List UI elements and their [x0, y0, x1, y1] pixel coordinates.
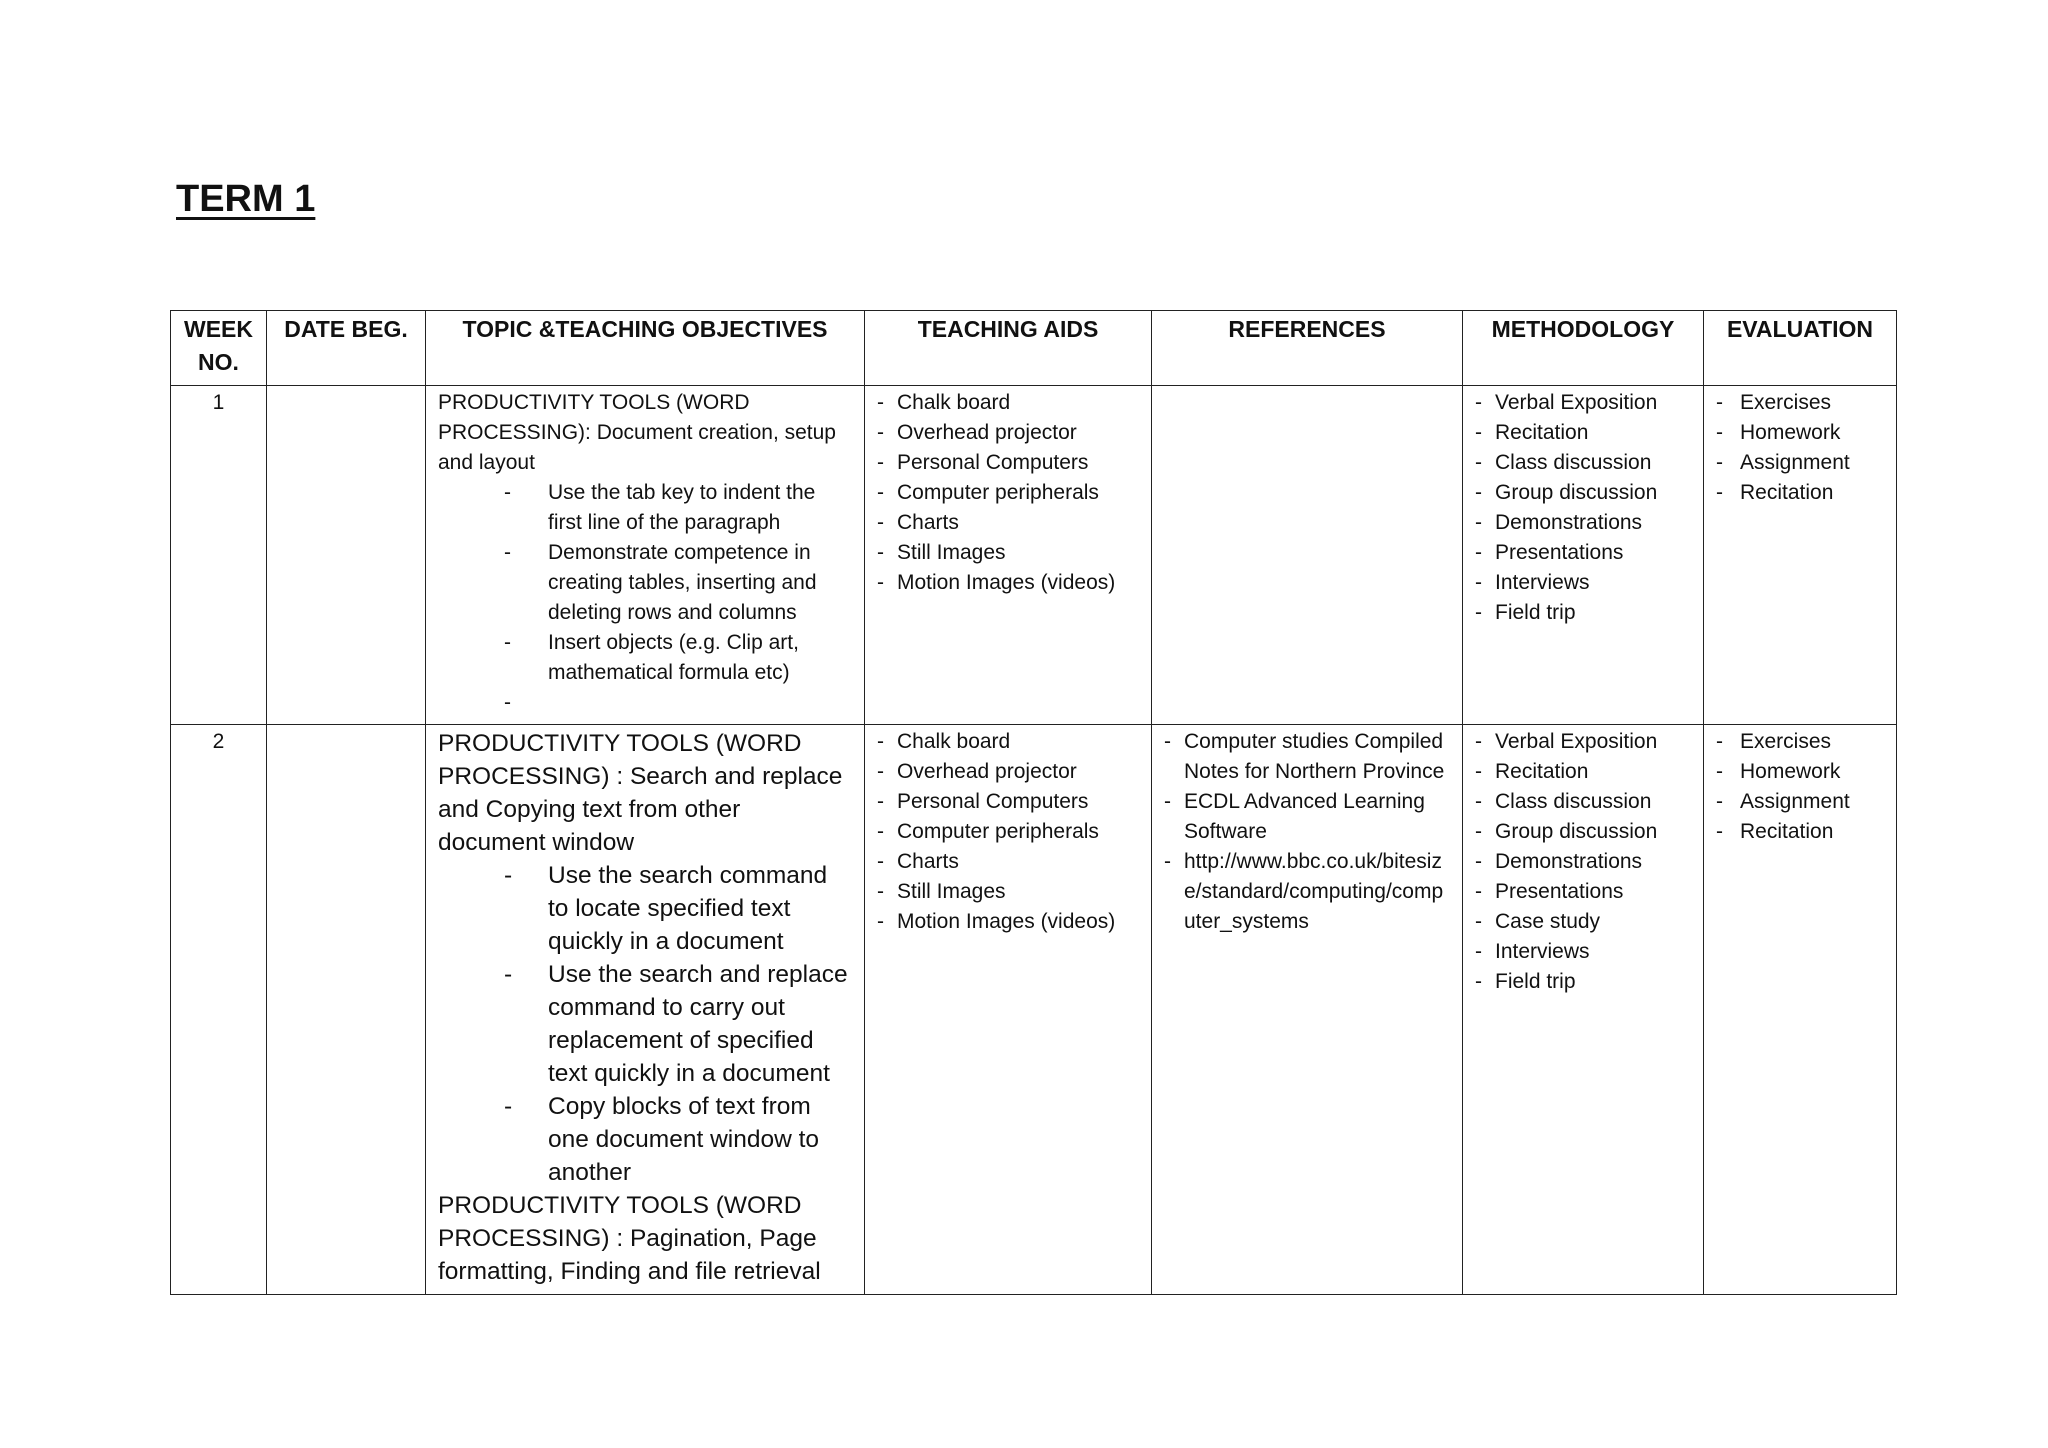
list-item: - Recitation [1716, 817, 1884, 847]
list-item: - Assignment [1716, 448, 1884, 478]
references-cell [1152, 386, 1463, 725]
objective-item: - Use the search and replace command to carry out replacement of specified text quickly in a document [548, 958, 852, 1090]
week-cell: 2 [171, 725, 267, 1295]
list-item: - Group discussion [1475, 817, 1691, 847]
list-item: - Chalk board [877, 388, 1139, 418]
list-item: - Exercises [1716, 388, 1884, 418]
list-item: - Verbal Exposition [1475, 388, 1691, 418]
list-item: - Overhead projector [877, 757, 1139, 787]
list-item: - Case study [1475, 907, 1691, 937]
topic-heading: PRODUCTIVITY TOOLS (WORD PROCESSING) : Search and replace and Copying text from other document window [438, 730, 843, 856]
list-item: - Still Images [877, 538, 1139, 568]
aids-list [877, 388, 1139, 598]
table-row [171, 386, 1897, 725]
col-header-date: DATE BEG. [267, 311, 426, 386]
list-item: - Still Images [877, 877, 1139, 907]
aids-list [877, 727, 1139, 937]
objective-item: - Demonstrate competence in creating tables, inserting and deleting rows and columns [548, 538, 852, 628]
topic-heading: PRODUCTIVITY TOOLS (WORD PROCESSING): Document creation, setup and layout [438, 391, 836, 474]
list-item: - Field trip [1475, 967, 1691, 997]
list-item: - Recitation [1475, 418, 1691, 448]
evaluation-cell [1704, 725, 1897, 1295]
list-item: - Motion Images (videos) [877, 907, 1139, 937]
topic-cell [426, 386, 865, 725]
references-list [1164, 727, 1450, 937]
list-item: - Presentations [1475, 538, 1691, 568]
list-item: - Computer studies Compiled Notes for Northern Province [1164, 727, 1450, 787]
list-item: - Chalk board [877, 727, 1139, 757]
list-item: - Demonstrations [1475, 508, 1691, 538]
list-item: - Interviews [1475, 568, 1691, 598]
evaluation-list [1716, 388, 1884, 508]
list-item: - Field trip [1475, 598, 1691, 628]
list-item: - ECDL Advanced Learning Software [1164, 787, 1450, 847]
list-item: - Charts [877, 847, 1139, 877]
col-header-methodology: METHODOLOGY [1463, 311, 1704, 386]
page-title: TERM 1 [176, 178, 316, 220]
objective-item: - Use the search command to locate specified text quickly in a document [548, 859, 852, 958]
list-item: - Computer peripherals [877, 478, 1139, 508]
list-item: - Recitation [1716, 478, 1884, 508]
list-item: - Assignment [1716, 787, 1884, 817]
objectives-list [438, 478, 852, 718]
objectives-list [438, 859, 852, 1189]
header-row [171, 311, 1897, 386]
list-item: - Demonstrations [1475, 847, 1691, 877]
reference-link[interactable]: - http://www.bbc.co.uk/bitesize/standard/computing/computer_systems [1164, 847, 1450, 937]
list-item: - Interviews [1475, 937, 1691, 967]
aids-cell [865, 386, 1152, 725]
col-header-references: REFERENCES [1152, 311, 1463, 386]
col-header-evaluation: EVALUATION [1704, 311, 1897, 386]
list-item: - Personal Computers [877, 448, 1139, 478]
methodology-list [1475, 727, 1691, 997]
scheme-of-work-table [170, 310, 1897, 1295]
list-item: - Personal Computers [877, 787, 1139, 817]
list-item: - Presentations [1475, 877, 1691, 907]
evaluation-cell [1704, 386, 1897, 725]
objective-item: - Use the tab key to indent the first line of the paragraph [548, 478, 852, 538]
list-item: - Recitation [1475, 757, 1691, 787]
objective-item: - Insert objects (e.g. Clip art, mathematical formula etc) [548, 628, 852, 688]
objective-item [548, 688, 852, 718]
list-item: - Motion Images (videos) [877, 568, 1139, 598]
methodology-cell [1463, 386, 1704, 725]
date-cell [267, 725, 426, 1295]
list-item: - Overhead projector [877, 418, 1139, 448]
methodology-cell [1463, 725, 1704, 1295]
list-item: - Homework [1716, 418, 1884, 448]
week-cell: 1 [171, 386, 267, 725]
topic-heading: PRODUCTIVITY TOOLS (WORD PROCESSING) : Pagination, Page formatting, Finding and file retrieval [438, 1192, 821, 1285]
objective-item: - Copy blocks of text from one document window to another [548, 1090, 852, 1189]
col-header-topic: TOPIC &TEACHING OBJECTIVES [426, 311, 865, 386]
list-item: - Class discussion [1475, 787, 1691, 817]
date-cell [267, 386, 426, 725]
col-header-aids: TEACHING AIDS [865, 311, 1152, 386]
list-item: - Exercises [1716, 727, 1884, 757]
aids-cell [865, 725, 1152, 1295]
evaluation-list [1716, 727, 1884, 847]
table-row [171, 725, 1897, 1295]
list-item: - Homework [1716, 757, 1884, 787]
list-item: - Computer peripherals [877, 817, 1139, 847]
topic-cell [426, 725, 865, 1295]
list-item: - Verbal Exposition [1475, 727, 1691, 757]
list-item: - Group discussion [1475, 478, 1691, 508]
references-cell [1152, 725, 1463, 1295]
col-header-week: WEEK NO. [171, 311, 267, 386]
list-item: - Charts [877, 508, 1139, 538]
list-item: - Class discussion [1475, 448, 1691, 478]
methodology-list [1475, 388, 1691, 628]
